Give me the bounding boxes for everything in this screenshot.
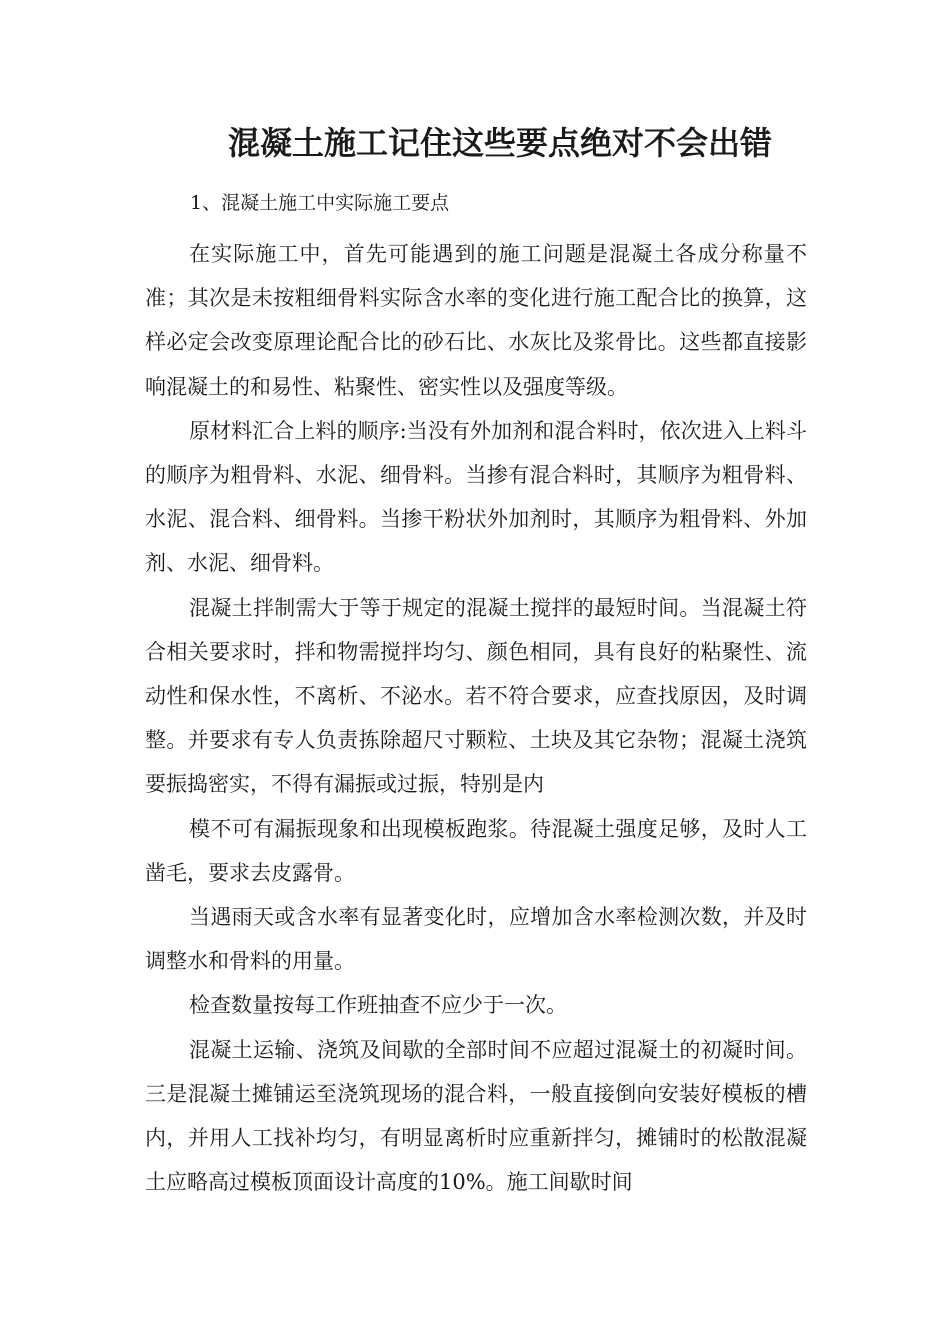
paragraph-4: 模不可有漏振现象和出现模板跑浆。待混凝土强度足够，及时人工凿毛，要求去皮露骨。 <box>145 816 807 885</box>
paragraph-6: 检查数量按每工作班抽查不应少于一次。 <box>189 993 567 1018</box>
section-heading: 1、混凝土施工中实际施工要点 <box>190 192 450 214</box>
paragraph-2: 原材料汇合上料的顺序:当没有外加剂和混合料时，依次进入上料斗的顺序为粗骨料、水泥、细骨料。当掺有混合料时，其顺序为粗骨料、水泥、混合料、细骨料。当掺干粉状外加剂时，其顺序为粗骨料、外加剂、水泥、细骨料。 <box>145 418 807 576</box>
document-title: 混凝土施工记住这些要点绝对不会出错 <box>227 124 772 162</box>
paragraph-1: 在实际施工中，首先可能遇到的施工问题是混凝土各成分称量不准；其次是未按粗细骨料实际含水率的变化进行施工配合比的换算，这样必定会改变原理论配合比的砂石比、水灰比及浆骨比。这些都直接影响混凝土的和易性、粘聚性、密实性以及强度等级。 <box>145 242 807 399</box>
document-body <box>145 232 807 1204</box>
paragraph-3: 混凝土拌制需大于等于规定的混凝土搅拌的最短时间。当混凝土符合相关要求时，拌和物需搅拌均匀、颜色相同，具有良好的粘聚性、流动性和保水性，不离析、不泌水。若不符合要求，应查找原因，及时调整。并要求有专人负责拣除超尺寸颗粒、土块及其它杂物；混凝土浇筑要振捣密实，不得有漏振或过振，特别是内 <box>145 595 807 797</box>
paragraph-7: 混凝土运输、浇筑及间歇的全部时间不应超过混凝土的初凝时间。三是混凝土摊铺运至浇筑现场的混合料，一般直接倒向安装好模板的槽内，并用人工找补均匀，有明显离析时应重新拌匀，摊铺时的松散混凝土应略高过模板顶面设计高度的10%。施工间歇时间 <box>145 1037 807 1195</box>
paragraph-5: 当遇雨天或含水率有显著变化时，应增加含水率检测次数，并及时调整水和骨料的用量。 <box>145 905 807 974</box>
